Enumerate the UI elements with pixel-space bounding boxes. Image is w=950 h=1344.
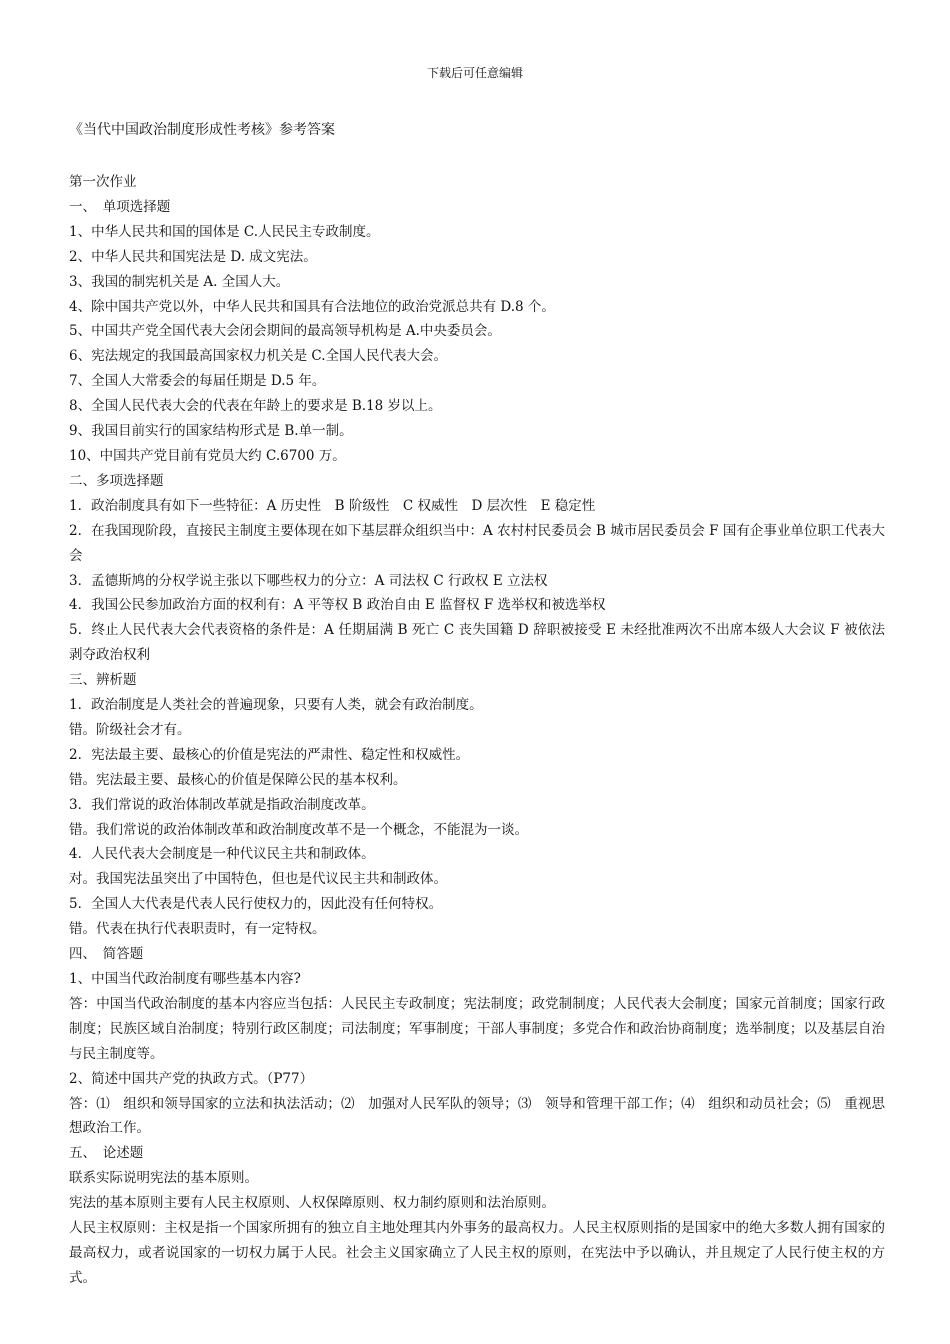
answer-line: 错。代表在执行代表职责时，有一定特权。 [69,921,326,938]
answer-line: 3、我国的制宪机关是 A. 全国人大。 [69,273,290,290]
section-heading-analysis: 三、辨析题 [69,672,137,689]
question-line: 5．全国人大代表是代表人民行使权力的，因此没有任何特权。 [69,896,443,913]
answer-line: 2、中华人民共和国宪法是 D. 成文宪法。 [69,248,317,265]
question-line: 2、简述中国共产党的执政方式。（P77） [69,1070,314,1087]
section-heading-short-answer: 四、 简答题 [69,946,144,963]
answer-paragraph: 宪法的基本原则主要有人民主权原则、人权保障原则、权力制约原则和法治原则。 [69,1195,555,1212]
assignment-heading: 第一次作业 [69,174,137,190]
answer-line: 错。我们常说的政治体制改革和政治制度改革不是一个概念，不能混为一谈。 [69,821,528,838]
answer-paragraph: 5．终止人民代表大会代表资格的条件是：A 任期届满 B 死亡 C 丧失国籍 D 辞职被接受 E 未经批准两次不出席本级人大会议 F 被依法剥夺政治权利 [69,622,885,664]
answer-paragraph: 3．孟德斯鸠的分权学说主张以下哪些权力的分立：A 司法权 C 行政权 E 立法权 [69,572,548,589]
answer-line: 10、中国共产党目前有党员大约 C.6700 万。 [69,447,346,464]
answer-line: 1、中华人民共和国的国体是 C.人民民主专政制度。 [69,223,380,240]
answer-paragraph: 4．我国公民参加政治方面的权利有：A 平等权 B 政治自由 E 监督权 F 选举权和被选举权 [69,597,606,614]
page-header: 下载后可任意编辑 [426,66,523,80]
question-line: 3．我们常说的政治体制改革就是指政治制度改革。 [69,796,375,813]
section-heading-multiple-choice: 二、多项选择题 [69,472,164,489]
question-line: 1．政治制度是人类社会的普遍现象，只要有人类，就会有政治制度。 [69,697,483,714]
question-line: 联系实际说明宪法的基本原则。 [69,1170,258,1187]
question-line: 2．宪法最主要、最核心的价值是宪法的严肃性、稳定性和权威性。 [69,746,470,763]
answer-line: 9、我国目前实行的国家结构形式是 B.单一制。 [69,423,353,440]
question-line: 1、中国当代政治制度有哪些基本内容? [69,971,301,987]
answer-line: 错。阶级社会才有。 [69,721,191,738]
answer-paragraph: 1．政治制度具有如下一些特征：A 历史性 B 阶级性 C 权威性 D 层次性 E 稳定性 [69,497,596,514]
answer-paragraph: 2．在我国现阶段，直接民主制度主要体现在如下基层群众组织当中：A 农村村民委员会 B 城市居民委员会 F 国有企事业单位职工代表大会 [69,522,885,564]
document-title: 《当代中国政治制度形成性考核》参考答案 [69,122,335,138]
answer-line: 6、宪法规定的我国最高国家权力机关是 C.全国人民代表大会。 [69,348,448,365]
question-line: 4．人民代表大会制度是一种代议民主共和制政体。 [69,846,375,863]
answer-paragraph: 答：⑴ 组织和领导国家的立法和执法活动；⑵ 加强对人民军队的领导；⑶ 领导和管理干部工作；⑷ 组织和动员社会；⑸ 重视思想政治工作。 [69,1095,885,1137]
answer-paragraph: 人民主权原则：主权是指一个国家所拥有的独立自主地处理其内外事务的最高权力。人民主权原则指的是国家中的绝大多数人拥有国家的最高权力，或者说国家的一切权力属于人民。社会主义国家确立了人民主权的原则，在宪法中予以确认，并且规定了人民行使主权的方式。 [69,1220,885,1286]
answer-line: 8、全国人民代表大会的代表在年龄上的要求是 B.18 岁以上。 [69,398,442,415]
answer-paragraph: 答：中国当代政治制度的基本内容应当包括：人民民主专政制度；宪法制度；政党制制度；人民代表大会制度；国家元首制度；国家行政制度；民族区域自治制度；特别行政区制度；司法制度；军事制度；干部人事制度；多党合作和政治协商制度；选举制度；以及基层自治与民主制度等。 [69,995,885,1062]
answer-line: 5、中国共产党全国代表大会闭会期间的最高领导机构是 A.中央委员会。 [69,323,501,340]
section-heading-essay: 五、 论述题 [69,1145,144,1162]
answer-line: 错。宪法最主要、最核心的价值是保障公民的基本权利。 [69,771,407,788]
section-heading-single-choice: 一、 单项选择题 [69,198,171,215]
answer-line: 4、除中国共产党以外，中华人民共和国具有合法地位的政治党派总共有 D.8 个。 [69,298,555,315]
document-body [69,170,885,1291]
answer-line: 7、全国人大常委会的每届任期是 D.5 年。 [69,373,326,390]
answer-line: 对。我国宪法虽突出了中国特色，但也是代议民主共和制政体。 [69,871,447,888]
